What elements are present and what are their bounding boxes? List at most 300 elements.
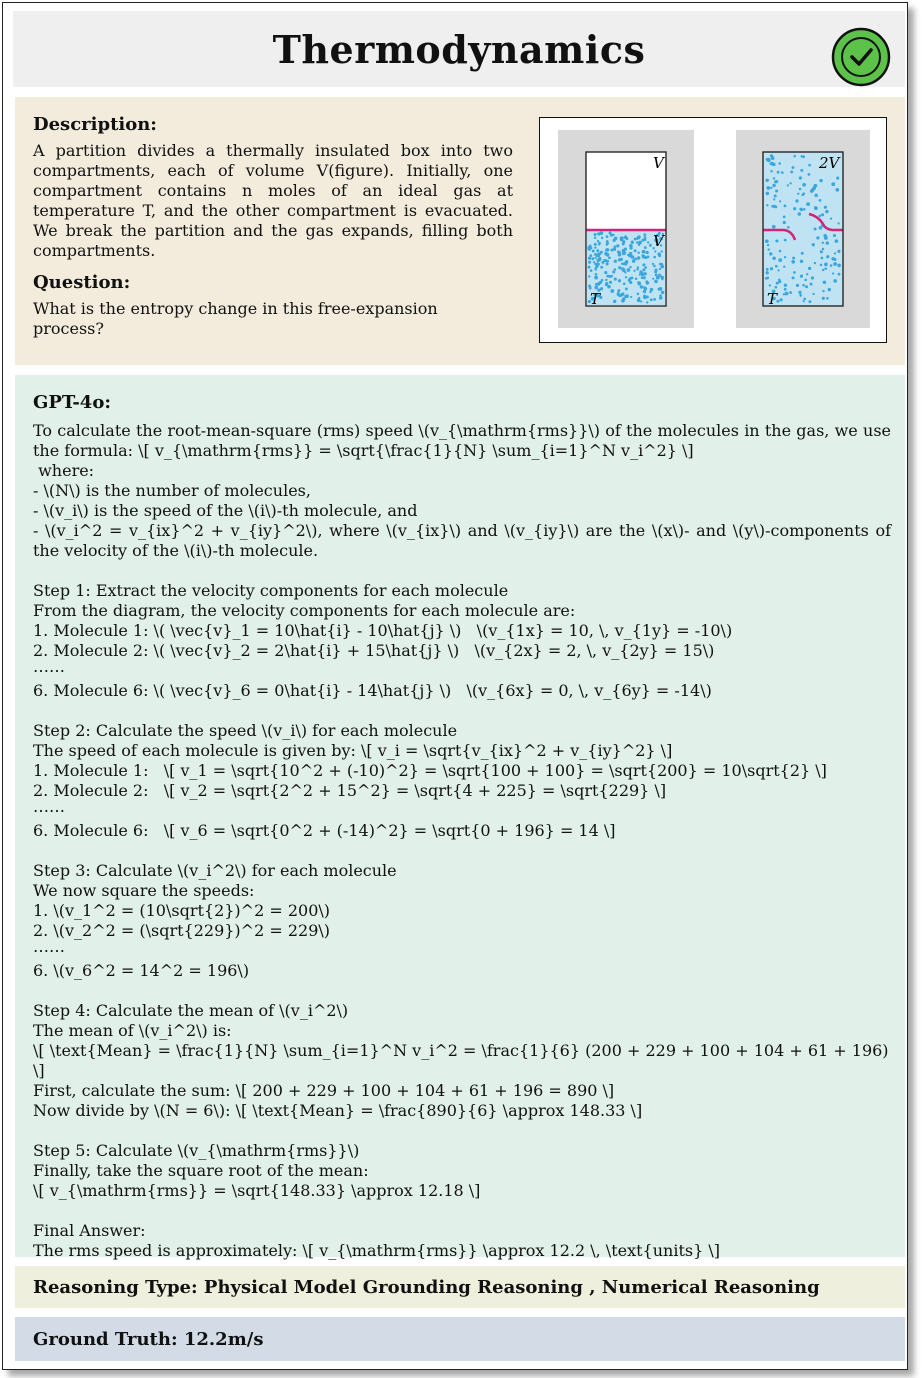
gas-molecule	[802, 192, 805, 195]
description-panel	[15, 97, 905, 365]
step3-item-2: 2. \(v_2^2 = (\sqrt{229})^2 = 229\)	[33, 921, 331, 940]
gas-molecule	[627, 268, 631, 272]
question-heading: Question:	[33, 272, 131, 293]
gas-molecule	[799, 294, 802, 297]
gas-molecule	[832, 182, 835, 185]
gas-molecule	[808, 164, 811, 167]
gas-molecule	[610, 289, 614, 293]
gas-molecule	[811, 276, 814, 279]
gas-molecule	[661, 278, 663, 280]
gas-molecule	[646, 301, 648, 303]
gas-molecule	[625, 260, 628, 263]
gas-molecule	[803, 298, 806, 301]
gas-molecule	[630, 252, 632, 254]
gas-molecule	[775, 189, 778, 192]
gas-molecule	[822, 269, 824, 271]
gas-molecule	[661, 250, 663, 252]
gas-molecule	[614, 268, 617, 271]
gas-molecule	[597, 232, 600, 235]
gas-molecule	[605, 282, 608, 285]
gas-molecule	[770, 162, 773, 165]
gas-molecule	[784, 239, 787, 242]
step2-ellipsis: ……	[33, 797, 65, 816]
gas-molecule	[610, 248, 613, 251]
gas-molecule	[779, 298, 782, 301]
gas-molecule	[661, 291, 664, 294]
gas-molecule	[799, 208, 802, 211]
step1-ellipsis: ……	[33, 657, 65, 676]
gas-molecule	[837, 222, 839, 224]
step4-sum: First, calculate the sum: \[ 200 + 229 + 100 + 104 + 61 + 196 = 890 \]	[33, 1081, 615, 1100]
gas-molecule	[805, 285, 808, 288]
gas-molecule	[830, 217, 832, 219]
gas-molecule	[800, 155, 802, 157]
gas-molecule	[609, 281, 612, 284]
gas-molecule	[613, 239, 616, 242]
gas-molecule	[806, 202, 810, 206]
step2-molecule-1: 1. Molecule 1: \[ v_1 = \sqrt{10^2 + (-10)^2} = \sqrt{100 + 100} = \sqrt{200} = 10\sqrt{2} \]	[33, 761, 827, 780]
gas-molecule	[649, 244, 652, 247]
ground-truth-bar	[15, 1317, 905, 1361]
gas-molecule	[614, 260, 617, 263]
gas-molecule	[627, 254, 629, 256]
gas-molecule	[808, 300, 811, 303]
gas-molecule	[814, 206, 817, 209]
step1-molecule-2: 2. Molecule 2: \( \vec{v}_2 = 2\hat{i} + 15\hat{j} \) \(v_{2x} = 2, \, v_{2y} = 15\)	[33, 641, 715, 660]
gas-molecule	[644, 287, 647, 290]
gas-molecule	[605, 249, 608, 252]
step4-intro: The mean of \(v_i^2\) is:	[33, 1021, 232, 1040]
gas-molecule	[659, 263, 661, 265]
gas-molecule	[783, 221, 786, 224]
gas-molecule	[769, 252, 772, 255]
gas-molecule	[657, 252, 661, 256]
gas-molecule	[622, 269, 625, 272]
expansion-diagram	[540, 118, 886, 342]
gas-molecule	[766, 192, 770, 196]
gas-molecule	[783, 266, 785, 268]
card-frame	[2, 2, 908, 1370]
gas-molecule	[831, 257, 834, 260]
step1-molecule-6: 6. Molecule 6: \( \vec{v}_6 = 0\hat{i} - 14\hat{j} \) \(v_{6x} = 0, \, v_{6y} = -14\)	[33, 681, 712, 700]
gas-molecule	[631, 241, 634, 244]
gas-molecule	[609, 232, 612, 235]
gas-molecule	[766, 158, 769, 161]
gas-molecule	[637, 256, 640, 259]
gas-molecule	[796, 284, 799, 287]
right-volume-label: 2V	[819, 154, 840, 172]
gas-molecule	[793, 271, 796, 274]
gas-molecule	[803, 300, 805, 302]
gas-molecule	[810, 283, 813, 286]
gas-molecule	[604, 259, 606, 261]
gas-molecule	[630, 255, 634, 259]
gas-molecule	[598, 242, 601, 245]
gas-molecule	[820, 264, 823, 267]
gas-molecule	[792, 166, 795, 169]
check-icon	[831, 27, 891, 87]
step3-title: Step 3: Calculate \(v_i^2\) for each molecule	[33, 861, 397, 880]
gas-molecule	[812, 293, 814, 295]
gas-molecule	[639, 270, 643, 274]
gas-molecule	[595, 273, 598, 276]
gas-molecule	[836, 177, 839, 180]
gas-molecule	[624, 237, 626, 239]
gas-molecule	[652, 278, 654, 280]
gas-molecule	[832, 272, 834, 274]
step5-formula: \[ v_{\mathrm{rms}} = \sqrt{148.33} \approx 12.18 \]	[33, 1181, 481, 1200]
gas-molecule	[774, 194, 777, 197]
gas-molecule	[641, 276, 644, 279]
gas-molecule	[600, 287, 603, 290]
step3-item-1: 1. \(v_1^2 = (10\sqrt{2})^2 = 200\)	[33, 901, 331, 920]
gas-molecule	[614, 278, 617, 281]
step4-divide: Now divide by \(N = 6\): \[ \text{Mean} = \frac{890}{6} \approx 148.33 \]	[33, 1101, 643, 1120]
gas-molecule	[612, 234, 614, 236]
gas-molecule	[776, 180, 779, 183]
gas-molecule	[608, 256, 611, 259]
gas-molecule	[644, 238, 647, 241]
gas-molecule	[594, 237, 597, 240]
gas-molecule	[624, 251, 626, 253]
gas-molecule	[806, 273, 808, 275]
step4-formula: \[ \text{Mean} = \frac{1}{N} \sum_{i=1}^N v_i^2 = \frac{1}{6} (200 + 229 + 100 + 104 + 61 + 196) \]	[33, 1041, 894, 1080]
gas-molecule	[638, 241, 642, 245]
gas-molecule	[826, 241, 829, 244]
gas-molecule	[642, 263, 645, 266]
gas-molecule	[775, 239, 778, 242]
gas-molecule	[801, 252, 804, 255]
gas-molecule	[772, 184, 775, 187]
gas-molecule	[642, 268, 645, 271]
gas-molecule	[633, 270, 635, 272]
gas-molecule	[774, 205, 777, 208]
gas-molecule	[601, 279, 604, 282]
gas-molecule	[800, 260, 803, 263]
final-answer-text: The rms speed is approximately: \[ v_{\mathrm{rms}} \approx 12.2 \, \text{units} \]	[33, 1241, 720, 1260]
gas-molecule	[594, 243, 597, 246]
gas-molecule	[647, 241, 649, 243]
gas-molecule	[612, 270, 615, 273]
gas-molecule	[797, 193, 799, 195]
step1-molecule-1: 1. Molecule 1: \( \vec{v}_1 = 10\hat{i} - 10\hat{j} \) \(v_{1x} = 10, \, v_{1y} = -10\)	[33, 621, 733, 640]
gas-molecule	[636, 268, 639, 271]
gas-molecule	[643, 272, 646, 275]
left-bottom-volume-label: V	[653, 232, 664, 250]
gas-molecule	[592, 250, 595, 253]
gas-molecule	[835, 188, 839, 192]
gas-molecule	[766, 268, 769, 271]
gas-molecule	[634, 238, 637, 241]
left-top-volume-label: V	[653, 154, 664, 172]
gas-molecule	[765, 240, 767, 242]
reasoning-type-bar	[15, 1266, 905, 1308]
gas-molecule	[650, 298, 653, 301]
gas-molecule	[642, 250, 646, 254]
gas-molecule	[828, 288, 831, 291]
gas-molecule	[824, 263, 828, 267]
gas-molecule	[617, 289, 620, 292]
gas-molecule	[793, 207, 796, 210]
gas-molecule	[830, 264, 833, 267]
gas-molecule	[653, 265, 656, 268]
gas-molecule	[613, 300, 617, 304]
gas-molecule	[819, 179, 822, 182]
gas-molecule	[594, 246, 596, 248]
gas-molecule	[607, 275, 609, 277]
figure	[539, 117, 887, 343]
page-title: Thermodynamics	[272, 26, 646, 72]
gas-molecule	[799, 188, 802, 191]
gas-molecule	[768, 248, 770, 250]
gas-molecule	[599, 257, 602, 260]
description-text: A partition divides a thermally insulated box into two compartments, each of volume V(figure). Initially, one compartment contains n moles of an ideal gas at temperature T, and the other compartment is evacuated. We break the partition and the gas expands, filling both compartments.	[33, 141, 513, 260]
gas-molecule	[799, 176, 802, 179]
gas-molecule	[590, 247, 593, 250]
gas-molecule	[593, 261, 595, 263]
step1-title: Step 1: Extract the velocity components for each molecule	[33, 581, 509, 600]
gas-molecule	[658, 273, 660, 275]
gas-molecule	[641, 254, 643, 256]
gas-molecule	[654, 250, 656, 252]
gas-molecule	[625, 294, 629, 298]
gas-molecule	[644, 256, 647, 259]
gas-molecule	[808, 173, 811, 176]
gas-molecule	[640, 285, 643, 288]
intro-text: To calculate the root-mean-square (rms) speed \(v_{\mathrm{rms}}\) of the molecules in the gas, we use the formula: \[ v_{\mathrm{rms}} = \sqrt{\frac{1}{N} \sum_{i=1}^N v_i^2} \]	[33, 421, 897, 460]
gas-molecule	[821, 213, 824, 216]
gas-molecule	[594, 257, 596, 259]
gas-molecule	[772, 257, 776, 261]
gas-molecule	[819, 199, 822, 202]
gas-molecule	[606, 253, 610, 257]
gas-molecule	[643, 233, 646, 236]
gas-molecule	[824, 206, 827, 209]
step2-molecule-2: 2. Molecule 2: \[ v_2 = \sqrt{2^2 + 15^2} = \sqrt{4 + 225} = \sqrt{229} \]	[33, 781, 667, 800]
gas-molecule	[653, 256, 656, 259]
gas-molecule	[785, 292, 789, 296]
gas-molecule	[837, 264, 841, 268]
gas-molecule	[628, 279, 631, 282]
gas-molecule	[816, 236, 819, 239]
gas-molecule	[765, 179, 768, 182]
ground-truth: Ground Truth: 12.2m/s	[33, 1328, 264, 1350]
gas-molecule	[793, 155, 796, 158]
gas-molecule	[814, 262, 816, 264]
gas-molecule	[646, 281, 650, 285]
gas-molecule	[618, 258, 621, 261]
gas-molecule	[656, 276, 660, 280]
step1-intro: From the diagram, the velocity components for each molecule are:	[33, 601, 576, 620]
question-text: What is the entropy change in this free-expansion process?	[33, 299, 438, 338]
gas-molecule	[769, 284, 771, 286]
gas-molecule	[779, 200, 781, 202]
gas-molecule	[638, 297, 641, 300]
gas-molecule	[622, 297, 625, 300]
gas-molecule	[594, 286, 598, 290]
gas-molecule	[606, 235, 609, 238]
title-bar	[13, 11, 905, 87]
gas-molecule	[810, 189, 813, 192]
gas-molecule	[623, 282, 626, 285]
gas-molecule	[643, 295, 646, 298]
gas-molecule	[800, 169, 803, 172]
gas-molecule	[770, 170, 773, 173]
gas-molecule	[588, 266, 591, 269]
model-answer-panel	[15, 375, 905, 1260]
gas-molecule	[654, 280, 658, 284]
gas-molecule	[639, 273, 641, 275]
gas-molecule	[783, 216, 786, 219]
gas-molecule	[588, 257, 591, 260]
gas-molecule	[823, 234, 827, 238]
gas-molecule	[775, 286, 778, 289]
gas-molecule	[595, 266, 597, 268]
gas-molecule	[837, 250, 840, 253]
gas-molecule	[588, 275, 590, 277]
gas-molecule	[765, 277, 768, 280]
gas-molecule	[618, 279, 621, 282]
gas-molecule	[766, 186, 770, 190]
gas-molecule	[614, 245, 617, 248]
gas-molecule	[766, 204, 768, 206]
gas-molecule	[776, 282, 779, 285]
gas-molecule	[802, 183, 806, 187]
gas-molecule	[606, 242, 609, 245]
gas-molecule	[637, 293, 640, 296]
gas-molecule	[772, 225, 776, 229]
gas-molecule	[625, 287, 628, 290]
gas-molecule	[644, 246, 647, 249]
gas-molecule	[777, 269, 779, 271]
gas-molecule	[789, 291, 792, 294]
gas-molecule	[620, 236, 624, 240]
gas-molecule	[637, 282, 641, 286]
step4-title: Step 4: Calculate the mean of \(v_i^2\)	[33, 1001, 349, 1020]
model-name: GPT-4o:	[33, 392, 111, 413]
gas-molecule	[814, 227, 817, 230]
gas-molecule	[598, 252, 601, 255]
gas-molecule	[823, 280, 827, 284]
gas-molecule	[646, 295, 649, 298]
gas-molecule	[790, 170, 793, 173]
gas-molecule	[617, 293, 620, 296]
gas-molecule	[800, 275, 803, 278]
gas-molecule	[605, 279, 607, 281]
step5-intro: Finally, take the square root of the mean:	[33, 1161, 369, 1180]
gas-molecule	[833, 262, 837, 266]
gas-molecule	[778, 258, 782, 262]
gas-molecule	[825, 210, 828, 213]
gas-molecule	[596, 249, 599, 252]
gas-molecule	[822, 297, 825, 300]
gas-molecule	[771, 156, 775, 160]
gas-molecule	[594, 233, 597, 236]
gas-molecule	[821, 257, 824, 260]
step5-title: Step 5: Calculate \(v_{\mathrm{rms}}\)	[33, 1141, 360, 1160]
gas-molecule	[770, 187, 772, 189]
gas-molecule	[616, 244, 619, 247]
left-temp-label: T	[590, 290, 601, 308]
gas-molecule	[775, 265, 778, 268]
gas-molecule	[646, 251, 649, 254]
gas-molecule	[644, 266, 647, 269]
gas-molecule	[822, 248, 825, 251]
gas-molecule	[804, 279, 807, 282]
step3-item-6: 6. \(v_6^2 = 14^2 = 196\)	[33, 961, 250, 980]
gas-molecule	[637, 251, 639, 253]
gas-molecule	[622, 243, 625, 246]
gas-molecule	[777, 171, 780, 174]
gas-molecule	[636, 241, 639, 244]
gas-molecule	[609, 275, 612, 278]
where-label: where:	[33, 461, 95, 480]
gas-molecule	[773, 198, 775, 200]
gas-molecule	[802, 284, 805, 287]
gas-molecule	[822, 290, 824, 292]
gas-molecule	[770, 267, 773, 270]
gas-molecule	[766, 271, 769, 274]
gas-molecule	[647, 255, 650, 258]
gas-molecule	[625, 276, 627, 278]
gas-molecule	[630, 276, 633, 279]
gas-molecule	[803, 208, 806, 211]
gas-molecule	[634, 258, 637, 261]
model-answer	[33, 392, 897, 1261]
step3-intro: We now square the speeds:	[33, 881, 255, 900]
gas-molecule	[784, 204, 787, 207]
gas-molecule	[798, 291, 801, 294]
gas-molecule	[819, 215, 822, 218]
gas-molecule	[594, 263, 597, 266]
gas-molecule	[629, 244, 633, 248]
description-heading: Description:	[33, 114, 157, 135]
gas-molecule	[838, 273, 841, 276]
gas-molecule	[778, 280, 781, 283]
gas-molecule	[824, 267, 827, 270]
step2-title: Step 2: Calculate the speed \(v_i\) for each molecule	[33, 721, 458, 740]
gas-molecule	[595, 283, 598, 286]
gas-molecule	[784, 256, 786, 258]
gas-molecule	[787, 184, 789, 186]
gas-molecule	[590, 269, 593, 272]
gas-molecule	[634, 249, 637, 252]
gas-molecule	[812, 186, 816, 190]
gas-molecule	[820, 250, 823, 253]
gas-molecule	[791, 260, 795, 264]
gas-molecule	[795, 199, 798, 202]
gas-molecule	[835, 239, 839, 243]
where-item-1: - \(N\) is the number of molecules,	[33, 481, 311, 500]
step3-ellipsis: ……	[33, 937, 65, 956]
gas-molecule	[659, 268, 661, 270]
gas-molecule	[792, 276, 795, 279]
gas-molecule	[607, 285, 611, 289]
gas-molecule	[659, 287, 663, 291]
step2-intro: The speed of each molecule is given by: \[ v_i = \sqrt{v_{ix}^2 + v_{iy}^2} \]	[33, 741, 673, 760]
gas-molecule	[653, 298, 656, 301]
where-item-3: - \(v_i^2 = v_{ix}^2 + v_{iy}^2\), where \(v_{ix}\) and \(v_{iy}\) are the \(x\)- and \(y\)-components of the velocity of the \(i\)-th molecule.	[33, 521, 897, 560]
gas-molecule	[779, 250, 782, 253]
gas-molecule	[606, 262, 609, 265]
gas-molecule	[640, 300, 642, 302]
gas-molecule	[659, 294, 662, 297]
gas-molecule	[767, 244, 769, 246]
gas-molecule	[588, 261, 591, 264]
gas-molecule	[660, 265, 664, 269]
final-answer-title: Final Answer:	[33, 1221, 146, 1240]
gas-molecule	[826, 255, 829, 258]
